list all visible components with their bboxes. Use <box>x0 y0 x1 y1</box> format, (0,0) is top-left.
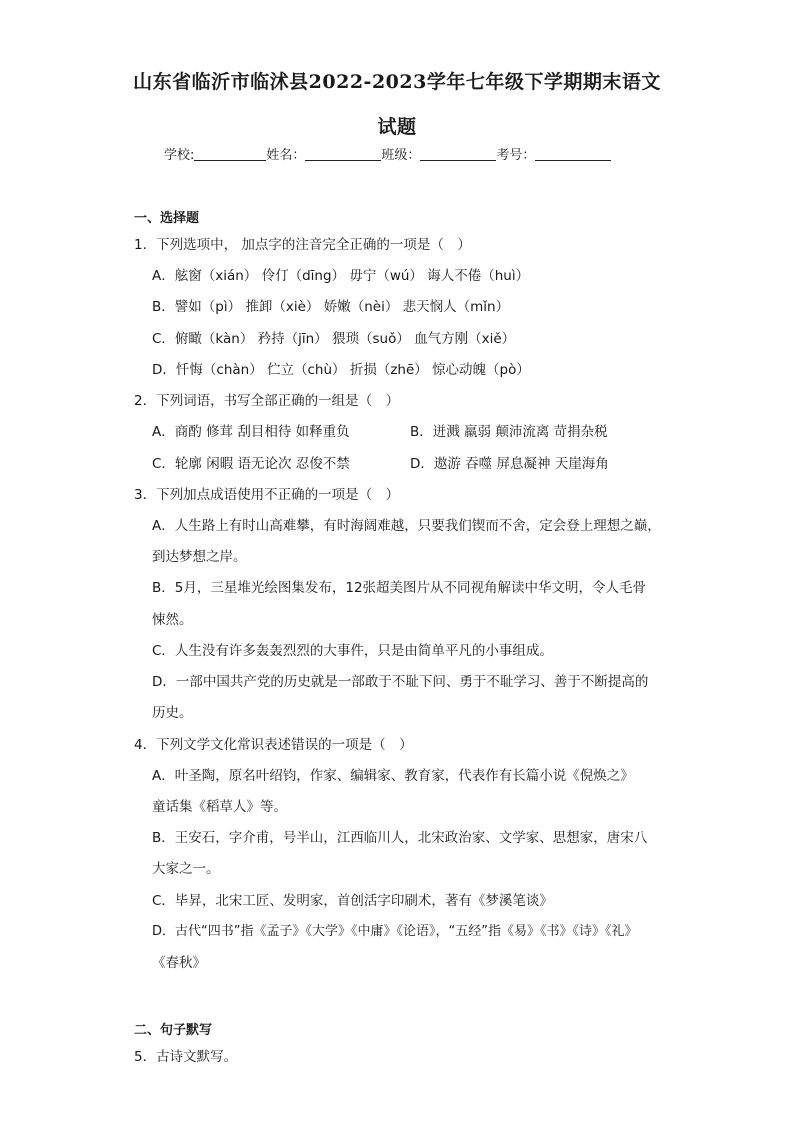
question-3-option-c: C．人生没有许多轰轰烈烈的大事件，只是由简单平凡的小事组成。 <box>152 643 553 659</box>
question-4-option-d-continued: 《春秋》 <box>152 955 206 971</box>
question-4-option-b: B．王安石，字介甫，号半山，江西临川人，北宋政治家、文学家、思想家，唐宋八 <box>152 830 648 846</box>
question-2-option-a: A．商酌 修茸 刮目相待 如释重负 <box>152 424 350 440</box>
name-blank[interactable] <box>305 146 381 161</box>
exam-number-label: 考号： <box>496 148 536 163</box>
question-3-option-a-continued: 到达梦想之岸。 <box>152 549 247 565</box>
question-4-option-d: D．古代“四书”指《孟子》《大学》《中庸》《论语》，“五经”指《易》《书》《诗》《礼》 <box>152 924 638 939</box>
school-label: 学校: <box>164 148 195 163</box>
class-label: 班级： <box>381 148 421 163</box>
question-3-stem: 3．下列加点成语使用不正确的一项是（ ） <box>134 487 400 503</box>
question-4-option-b-continued: 大家之一。 <box>152 861 220 877</box>
question-3-option-d-continued: 历史。 <box>152 705 193 721</box>
name-label: 姓名： <box>266 148 306 163</box>
question-4-option-a-continued: 童话集《稻草人》等。 <box>152 799 287 815</box>
question-2-stem: 2．下列词语，书写全部正确的一组是（ ） <box>134 393 400 409</box>
question-2-option-b: B．迸溅 羸弱 颠沛流离 苛捐杂税 <box>410 424 608 440</box>
section-heading-dictation: 二、句子默写 <box>134 1023 213 1038</box>
question-2-option-d: D．遨游 吞噬 屏息凝神 天崖海角 <box>410 456 609 472</box>
section-heading-choice: 一、选择题 <box>134 211 200 226</box>
exam-title: 山东省临沂市临沭县2022-2023学年七年级下学期期末语文 <box>133 71 661 93</box>
question-1-option-a: A．舷窗（xián） 伶仃（dīng） 毋宁（wú） 诲人不倦（huì） <box>152 268 530 284</box>
exam-number-blank[interactable] <box>535 146 611 161</box>
question-3-option-b-continued: 悚然。 <box>152 612 193 628</box>
question-3-option-d: D．一部中国共产党的历史就是一部敢于不耻下问、勇于不耻学习、善于不断提高的 <box>152 674 649 690</box>
student-info-row <box>164 144 611 163</box>
school-blank[interactable] <box>194 146 266 161</box>
question-4-stem: 4．下列文学文化常识表述错误的一项是（ ） <box>134 737 413 753</box>
question-3-option-a: A．人生路上有时山高难攀，有时海阔难越，只要我们锲而不舍，定会登上理想之巅， <box>152 518 661 534</box>
question-1-option-b: B．譬如（pì） 推卸（xiè） 娇嫩（nèi） 悲天悯人（mǐn） <box>152 299 510 315</box>
question-3-option-b: B．5月，三星堆光绘图集发布，12张超美图片从不同视角解读中华文明，令人毛骨 <box>152 580 647 596</box>
question-1-stem: 1．下列选项中， 加点字的注音完全正确的一项是（ ） <box>134 237 471 253</box>
exam-title-continued: 试题 <box>377 116 417 138</box>
question-5-stem: 5．古诗文默写。 <box>134 1049 238 1065</box>
question-1-option-c: C．俯瞰（kàn） 矜持（jīn） 猥琐（suǒ） 血气方刚（xiě） <box>152 331 516 347</box>
question-2-option-c: C．轮廓 闲暇 语无论次 忍俊不禁 <box>152 456 350 472</box>
class-blank[interactable] <box>420 146 496 161</box>
question-1-option-d: D．忏悔（chàn） 伫立（chù） 折损（zhē） 惊心动魄（pò） <box>152 362 530 378</box>
question-4-option-a: A．叶圣陶，原名叶绍钧，作家、编辑家、教育家，代表作有长篇小说《倪焕之》 <box>152 768 634 784</box>
question-4-option-c: C．毕昇，北宋工匠、发明家，首创活字印刷术，著有《梦溪笔谈》 <box>152 893 553 909</box>
